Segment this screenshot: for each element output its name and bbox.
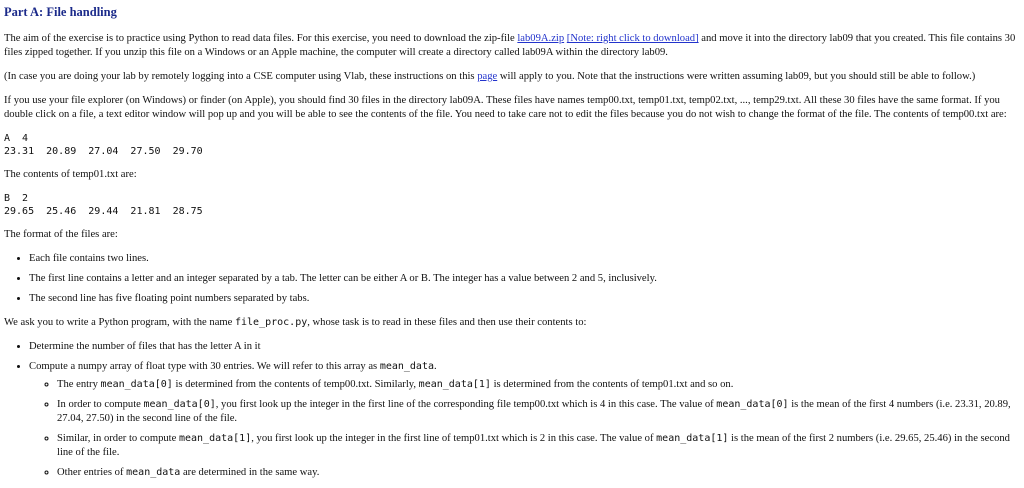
sub-item-1-text-2: is determined from the contents of temp00.txt. Similarly,: [172, 379, 419, 390]
sub-item-4-text-2: are determined in the same way.: [180, 467, 320, 478]
vlab-text-2: will apply to you. Note that the instructions were written assuming lab09, but you should still be able to follow.): [497, 71, 976, 82]
format-intro: The format of the files are:: [4, 229, 118, 240]
sub-item-3-text-1: Similar, in order to compute: [57, 433, 179, 444]
mean-data-sublist: [29, 378, 1016, 480]
sub-item-4-text-1: Other entries of: [57, 467, 127, 478]
intro-text-2: and move it into the directory lab09 that you created. This file contains 30 files zipped together. If you unzip this file on a Windows or an Apple machine, the computer will create a directory called lab09A within the directory lab09.: [4, 33, 1016, 58]
task-text-1: We ask you to write a Python program, with the name: [4, 317, 235, 328]
temp00-contents: [4, 132, 1016, 158]
temp01-line-1: B 2: [4, 193, 29, 204]
temp00-line-2: 23.31 20.89 27.04 27.50 29.70: [4, 146, 203, 157]
intro-paragraph: [4, 32, 1016, 60]
sub-item-3-code-2: mean_data[1]: [656, 433, 729, 444]
sub-item-3: [57, 432, 1016, 460]
sub-item-1-text-1: The entry: [57, 379, 101, 390]
task-list: [4, 340, 1016, 480]
task-item-2: [29, 360, 1016, 480]
format-item-2: • The first line contains a letter and an integer separated by a tab. The letter can be either A or B. The integer has a value between 2 and 5, inclusively.: [29, 272, 1016, 286]
vlab-paragraph: [4, 70, 1016, 84]
sub-item-1-code-2: mean_data[1]: [418, 379, 491, 390]
sub-item-3-code-1: mean_data[1]: [178, 433, 252, 444]
task-paragraph: [4, 316, 1016, 330]
sub-item-4-code-1: mean_data: [126, 467, 181, 478]
format-list: [4, 252, 1016, 306]
temp01-line-2: 29.65 25.46 29.44 21.81 28.75: [4, 206, 203, 217]
task-item-1: • Determine the number of files that has the letter A in it: [29, 340, 1016, 354]
sub-item-2-code-2: mean_data[0]: [716, 399, 789, 410]
format-item-3: • The second line has five floating point numbers separated by tabs.: [29, 292, 1016, 306]
sub-item-3-text-3: is the mean of the first 2 numbers (i.e. 29.65, 25.46) in the second line of the file.: [57, 433, 1010, 458]
intro-text-1: The aim of the exercise is to practice using Python to read data files. For this exercise, you need to download the zip-file: [4, 33, 518, 44]
sub-item-2: [57, 398, 1016, 426]
vlab-text-1: (In case you are doing your lab by remotely logging into a CSE computer using Vlab, these instructions on this: [4, 71, 478, 82]
vlab-page-link[interactable]: page: [477, 71, 498, 82]
explorer-paragraph: If you use your file explorer (on Windows) or finder (on Apple), you should find 30 files in the directory lab09A. These files have names temp00.txt, temp01.txt, temp02.txt, ..., temp29.txt. All these 30 files have the same format. If you double click on a file, a text editor window will pop up and you will be able to see the contents of the file. You need to take care not to edit the files because you do not wish to change the format of the file. The contents of temp00.txt are:: [4, 95, 1007, 120]
temp01-contents: [4, 192, 1016, 218]
sub-item-2-text-2: , you first look up the integer in the first line of the corresponding file temp00.txt which is 4 in this case. The value of: [215, 399, 717, 410]
program-filename: file_proc.py: [234, 317, 308, 328]
sub-item-1-code-1: mean_data[0]: [100, 379, 173, 390]
mean-data-code: mean_data: [379, 361, 434, 372]
sub-item-2-text-3: is the mean of the first 4 numbers (i.e. 23.31, 20.89, 27.04, 27.50) in the second line of the file.: [57, 399, 1011, 424]
sub-item-3-text-2: , you first look up the integer in the first line of temp01.txt which is 2 in this case. The value of: [251, 433, 657, 444]
task-item-2-text-2: .: [434, 361, 437, 372]
sub-item-1: [57, 378, 1016, 392]
temp01-intro: The contents of temp01.txt are:: [4, 169, 137, 180]
sub-item-2-code-1: mean_data[0]: [143, 399, 216, 410]
task-text-2: , whose task is to read in these files and then use their contents to:: [307, 317, 587, 328]
download-note-link[interactable]: [Note: right click to download]: [566, 33, 699, 44]
sub-item-1-text-3: is determined from the contents of temp01.txt and so on.: [490, 379, 734, 390]
sub-item-2-text-1: In order to compute: [57, 399, 144, 410]
task-item-2-text-1: Compute a numpy array of float type with 30 entries. We will refer to this array as: [29, 361, 380, 372]
format-item-1: • Each file contains two lines.: [29, 252, 1016, 266]
zip-download-link[interactable]: lab09A.zip: [517, 33, 565, 44]
sub-item-4: [57, 466, 1016, 480]
temp00-line-1: A 4: [4, 133, 29, 144]
page-title: Part A: File handling: [4, 5, 117, 19]
